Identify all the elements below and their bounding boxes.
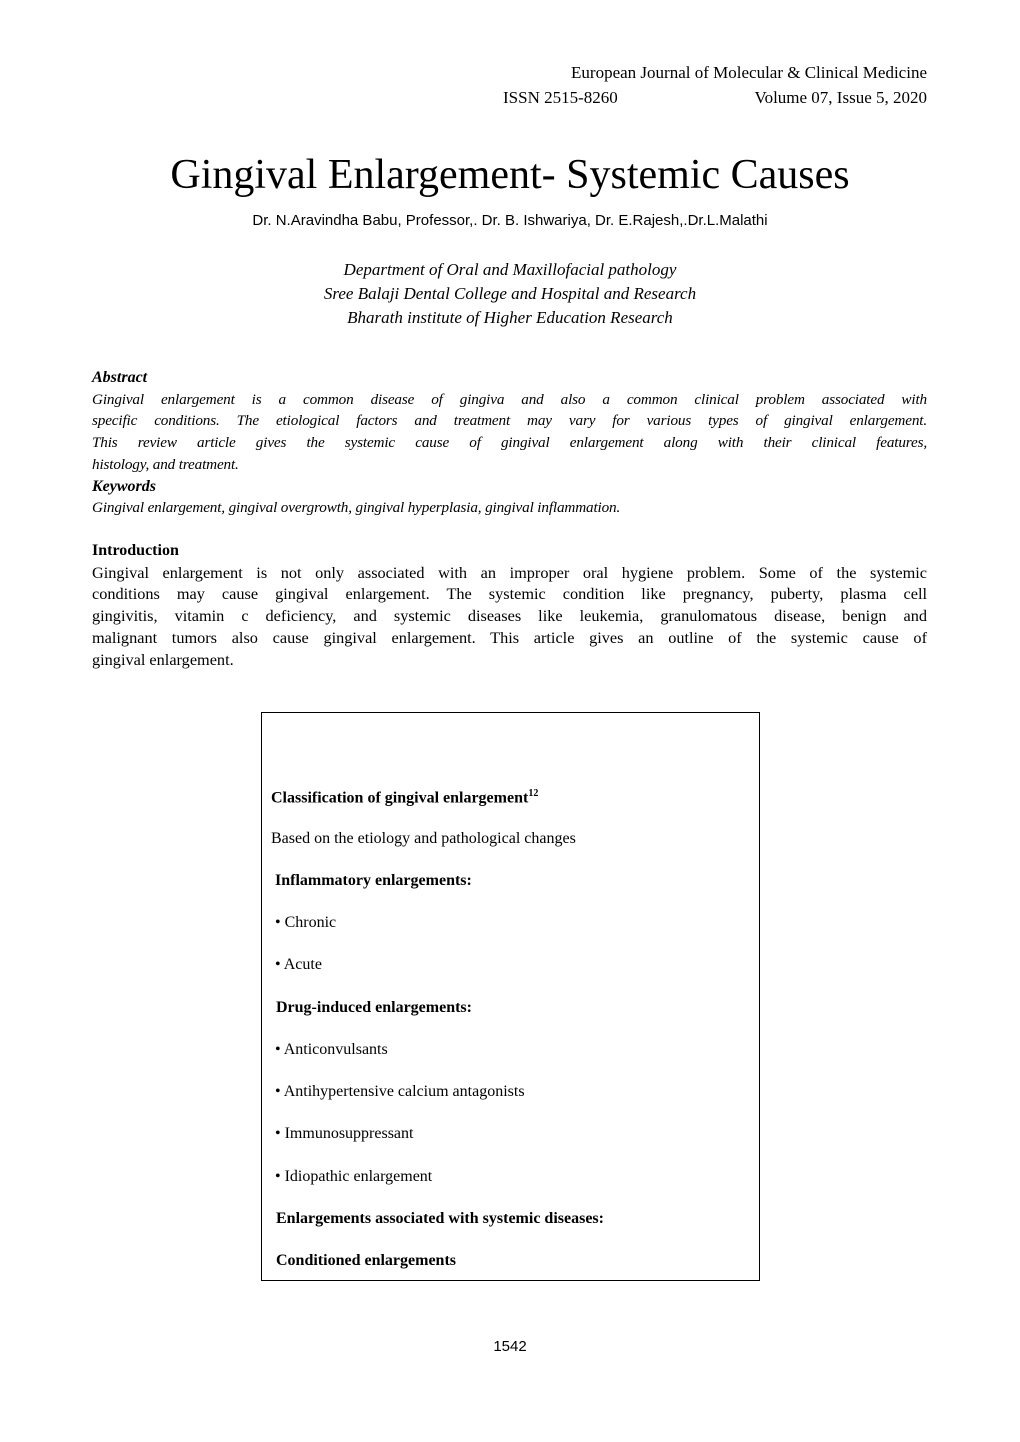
page-number: 1542: [493, 1338, 527, 1355]
affiliation: Sree Balaji Dental College and Hospital and Research: [323, 284, 697, 303]
reference-superscript: 12: [528, 788, 539, 799]
keywords-text: Gingival enlargement, gingival overgrowth, gingival hyperplasia, gingival inflammation.: [92, 499, 621, 517]
intro-line: conditions may cause gingival enlargement. The systemic condition like pregnancy, puberty, plasma cell: [92, 584, 927, 604]
classification-subtitle: Based on the etiology and pathological changes: [271, 830, 576, 847]
volume-issue: Volume 07, Issue 5, 2020: [754, 88, 927, 107]
issn: ISSN 2515-8260: [503, 88, 618, 107]
list-item: • Chronic: [275, 914, 337, 931]
list-item: • Acute: [275, 956, 322, 973]
classification-box: [261, 712, 760, 1281]
abstract-line: This review article gives the systemic cause of gingival enlargement along with their clinical features,: [92, 434, 927, 452]
authors: Dr. N.Aravindha Babu, Professor,. Dr. B. Ishwariya, Dr. E.Rajesh,.Dr.L.Malathi: [252, 212, 768, 229]
list-item: • Immunosuppressant: [275, 1125, 414, 1142]
paper-title: Gingival Enlargement- Systemic Causes: [170, 152, 850, 198]
introduction-section: [92, 540, 927, 670]
affiliations: [0, 258, 1020, 330]
abstract-line: specific conditions. The etiological factors and treatment may vary for various types of gingival enlargement.: [92, 412, 927, 430]
intro-line: gingival enlargement.: [92, 649, 234, 669]
classification-heading: [271, 788, 538, 807]
intro-line: gingivitis, vitamin c deficiency, and systemic diseases like leukemia, granulomatous disease, benign and: [92, 606, 927, 626]
list-item: • Anticonvulsants: [275, 1041, 388, 1058]
category-inflammatory: Inflammatory enlargements:: [271, 872, 472, 889]
abstract-section: [92, 367, 927, 519]
category-conditioned: Conditioned enlargements: [276, 1252, 456, 1269]
abstract-heading: Abstract: [92, 369, 148, 386]
affiliation: Department of Oral and Maxillofacial pathology: [343, 260, 677, 279]
category-drug-induced: Drug-induced enlargements:: [276, 999, 472, 1016]
abstract-line: histology, and treatment.: [92, 455, 239, 473]
intro-line: Gingival enlargement is not only associated with an improper oral hygiene problem. Some of the systemic: [92, 562, 927, 582]
list-item: • Idiopathic enlargement: [275, 1168, 433, 1185]
affiliation: Bharath institute of Higher Education Research: [347, 308, 673, 327]
intro-line: malignant tumors also cause gingival enlargement. This article gives an outline of the systemic cause of: [92, 627, 927, 647]
journal-name: European Journal of Molecular & Clinical Medicine: [571, 63, 927, 82]
category-systemic: Enlargements associated with systemic diseases:: [276, 1210, 604, 1227]
classification-heading-text: Classification of gingival enlargement: [271, 789, 529, 807]
abstract-line: Gingival enlargement is a common disease of gingiva and also a common clinical problem associated with: [92, 390, 927, 408]
keywords-heading: Keywords: [92, 477, 156, 495]
introduction-heading: Introduction: [92, 542, 179, 559]
list-item: • Antihypertensive calcium antagonists: [275, 1083, 525, 1100]
